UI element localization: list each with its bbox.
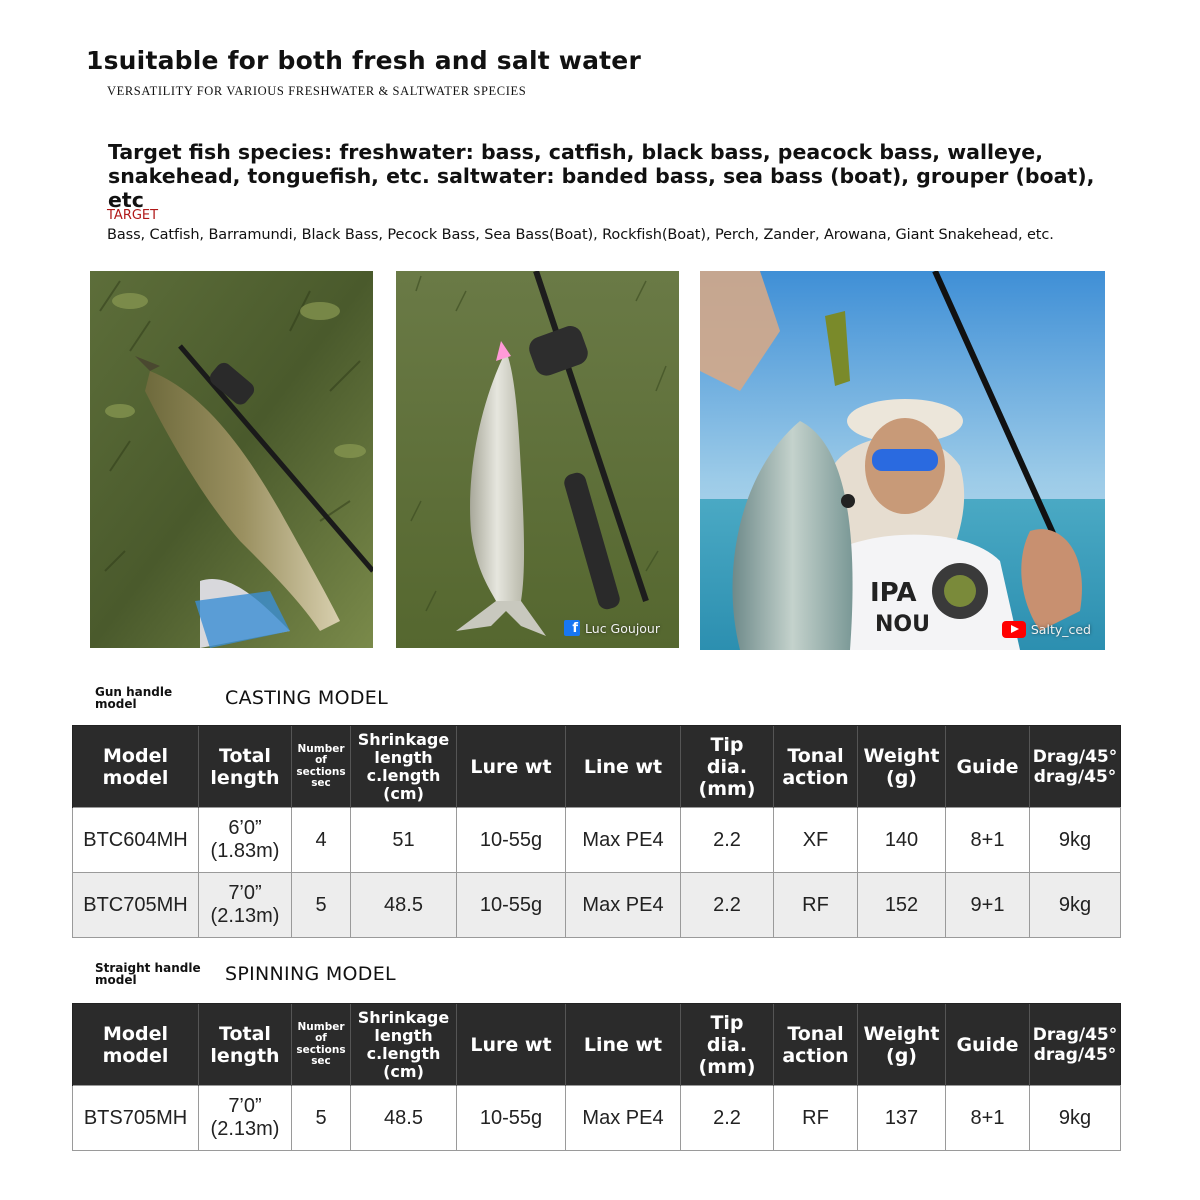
cell-model: BTS705MH xyxy=(73,1086,199,1151)
spinning-model-heading xyxy=(95,962,396,986)
col-line-wt: Line wt xyxy=(566,1004,681,1086)
col-tip-dia: Tip dia. (mm) xyxy=(681,1004,774,1086)
cell-tonal-action: RF xyxy=(774,1086,858,1151)
col-shrinkage: Shrinkage length c.length (cm) xyxy=(351,726,457,808)
cell-tonal-action: XF xyxy=(774,808,858,873)
col-model: Model model xyxy=(73,1004,199,1086)
handle-type: Straight handle model xyxy=(95,961,201,987)
col-shrinkage: Shrinkage length c.length (cm) xyxy=(351,1004,457,1086)
cell-lure-wt: 10-55g xyxy=(457,873,566,938)
cell-shrinkage: 48.5 xyxy=(351,873,457,938)
cell-sections: 5 xyxy=(292,873,351,938)
cell-total-length: 6’0” (1.83m) xyxy=(199,808,292,873)
cell-guide: 8+1 xyxy=(946,808,1030,873)
cell-lure-wt: 10-55g xyxy=(457,808,566,873)
col-total-length: Total length xyxy=(199,1004,292,1086)
facebook-icon: f xyxy=(564,620,580,636)
cell-model: BTC705MH xyxy=(73,873,199,938)
col-lure-wt: Lure wt xyxy=(457,1004,566,1086)
col-model: Model model xyxy=(73,726,199,808)
headline: 1suitable for both fresh and salt water xyxy=(86,46,641,75)
col-tonal-action: Tonal action xyxy=(774,726,858,808)
table-row xyxy=(73,1086,1121,1151)
cell-lure-wt: 10-55g xyxy=(457,1086,566,1151)
model-type: SPINNING MODEL xyxy=(225,963,396,985)
casting-model-heading xyxy=(95,686,388,710)
target-species-list: Bass, Catfish, Barramundi, Black Bass, Pecock Bass, Sea Bass(Boat), Rockfish(Boat), Perch, Zander, Arowana, Giant Snakehead, etc. xyxy=(107,227,1054,243)
col-guide: Guide xyxy=(946,726,1030,808)
cell-drag: 9kg xyxy=(1030,808,1121,873)
cell-sections: 4 xyxy=(292,808,351,873)
table-header-row xyxy=(73,1004,1121,1086)
col-lure-wt: Lure wt xyxy=(457,726,566,808)
col-weight: Weight (g) xyxy=(858,1004,946,1086)
cell-line-wt: Max PE4 xyxy=(566,1086,681,1151)
credit-name: Luc Goujour xyxy=(585,620,660,636)
cell-drag: 9kg xyxy=(1030,1086,1121,1151)
cell-model: BTC604MH xyxy=(73,808,199,873)
cell-tip-dia: 2.2 xyxy=(681,873,774,938)
col-sections: Number of sections sec xyxy=(292,1004,351,1086)
cell-line-wt: Max PE4 xyxy=(566,873,681,938)
cell-tip-dia: 2.2 xyxy=(681,1086,774,1151)
col-guide: Guide xyxy=(946,1004,1030,1086)
cell-weight: 137 xyxy=(858,1086,946,1151)
col-sections: Number of sections sec xyxy=(292,726,351,808)
pike-photo xyxy=(90,271,373,648)
credit-name: Salty_ced xyxy=(1030,622,1091,637)
target-label: TARGET xyxy=(107,208,159,223)
target-species-text: Target fish species: freshwater: bass, catfish, black bass, peacock bass, walleye, snakehead, tonguefish, etc. saltwater: banded bass, sea bass (boat), grouper (boat), etc xyxy=(108,140,1095,212)
col-weight: Weight (g) xyxy=(858,726,946,808)
col-drag: Drag/45° drag/45° xyxy=(1030,726,1121,808)
photo-credit-salty xyxy=(1002,621,1091,638)
cell-drag: 9kg xyxy=(1030,873,1121,938)
handle-type: Gun handle model xyxy=(95,685,173,711)
cell-shrinkage: 51 xyxy=(351,808,457,873)
cell-weight: 140 xyxy=(858,808,946,873)
cell-tip-dia: 2.2 xyxy=(681,808,774,873)
cell-sections: 5 xyxy=(292,1086,351,1151)
youtube-icon xyxy=(1002,621,1026,638)
angler-photo xyxy=(700,271,1105,650)
table-row xyxy=(73,873,1121,938)
cell-guide: 8+1 xyxy=(946,1086,1030,1151)
casting-spec-table xyxy=(72,725,1121,938)
col-tip-dia: Tip dia. (mm) xyxy=(681,726,774,808)
table-row xyxy=(73,808,1121,873)
col-tonal-action: Tonal action xyxy=(774,1004,858,1086)
table-header-row xyxy=(73,726,1121,808)
cell-total-length: 7’0” (2.13m) xyxy=(199,873,292,938)
col-line-wt: Line wt xyxy=(566,726,681,808)
zander-photo xyxy=(396,271,679,648)
col-total-length: Total length xyxy=(199,726,292,808)
cell-weight: 152 xyxy=(858,873,946,938)
svg-text:IPA: IPA xyxy=(870,578,917,608)
col-drag: Drag/45° drag/45° xyxy=(1030,1004,1121,1086)
cell-tonal-action: RF xyxy=(774,873,858,938)
cell-line-wt: Max PE4 xyxy=(566,808,681,873)
spinning-spec-table xyxy=(72,1003,1121,1151)
cell-guide: 9+1 xyxy=(946,873,1030,938)
subheadline: VERSATILITY FOR VARIOUS FRESHWATER & SALTWATER SPECIES xyxy=(107,84,527,98)
cell-total-length: 7’0” (2.13m) xyxy=(199,1086,292,1151)
svg-text:NOU: NOU xyxy=(875,612,930,637)
model-type: CASTING MODEL xyxy=(225,687,388,709)
cell-shrinkage: 48.5 xyxy=(351,1086,457,1151)
photo-credit-luc xyxy=(564,620,660,636)
